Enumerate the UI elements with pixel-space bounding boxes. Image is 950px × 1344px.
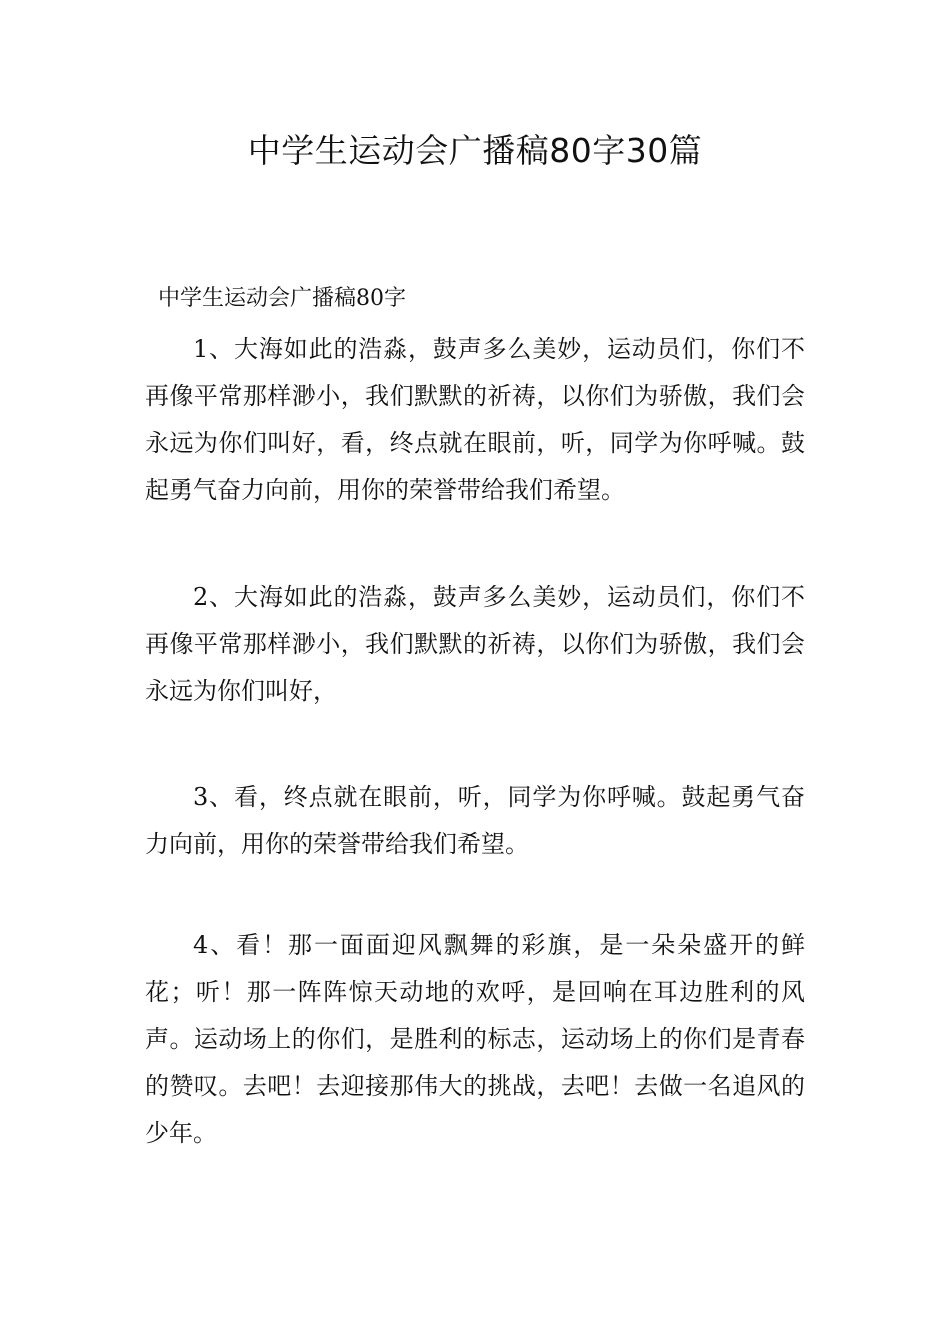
paragraph-1: 1、大海如此的浩淼，鼓声多么美妙，运动员们，你们不再像平常那样渺小，我们默默的祈祷，以你们为骄傲，我们会永远为你们叫好，看，终点就在眼前，听，同学为你呼喊。鼓起勇气奋力向前，用你的荣誉带给我们希望。 bbox=[145, 335, 805, 504]
section-heading: 中学生运动会广播稿80字 bbox=[158, 286, 406, 311]
document-title: 中学生运动会广播稿80字30篇 bbox=[247, 131, 703, 170]
paragraph-2: 2、大海如此的浩淼，鼓声多么美妙，运动员们，你们不再像平常那样渺小，我们默默的祈祷，以你们为骄傲，我们会永远为你们叫好， bbox=[145, 583, 805, 705]
paragraph-3: 3、看，终点就在眼前，听，同学为你呼喊。鼓起勇气奋力向前，用你的荣誉带给我们希望。 bbox=[145, 783, 805, 858]
paragraph-4: 4、看！那一面面迎风飘舞的彩旗，是一朵朵盛开的鲜花；听！那一阵阵惊天动地的欢呼，是回响在耳边胜利的风声。运动场上的你们，是胜利的标志，运动场上的你们是青春的赞叹。去吧！去迎接那伟大的挑战，去吧！去做一名追风的少年。 bbox=[145, 931, 805, 1147]
